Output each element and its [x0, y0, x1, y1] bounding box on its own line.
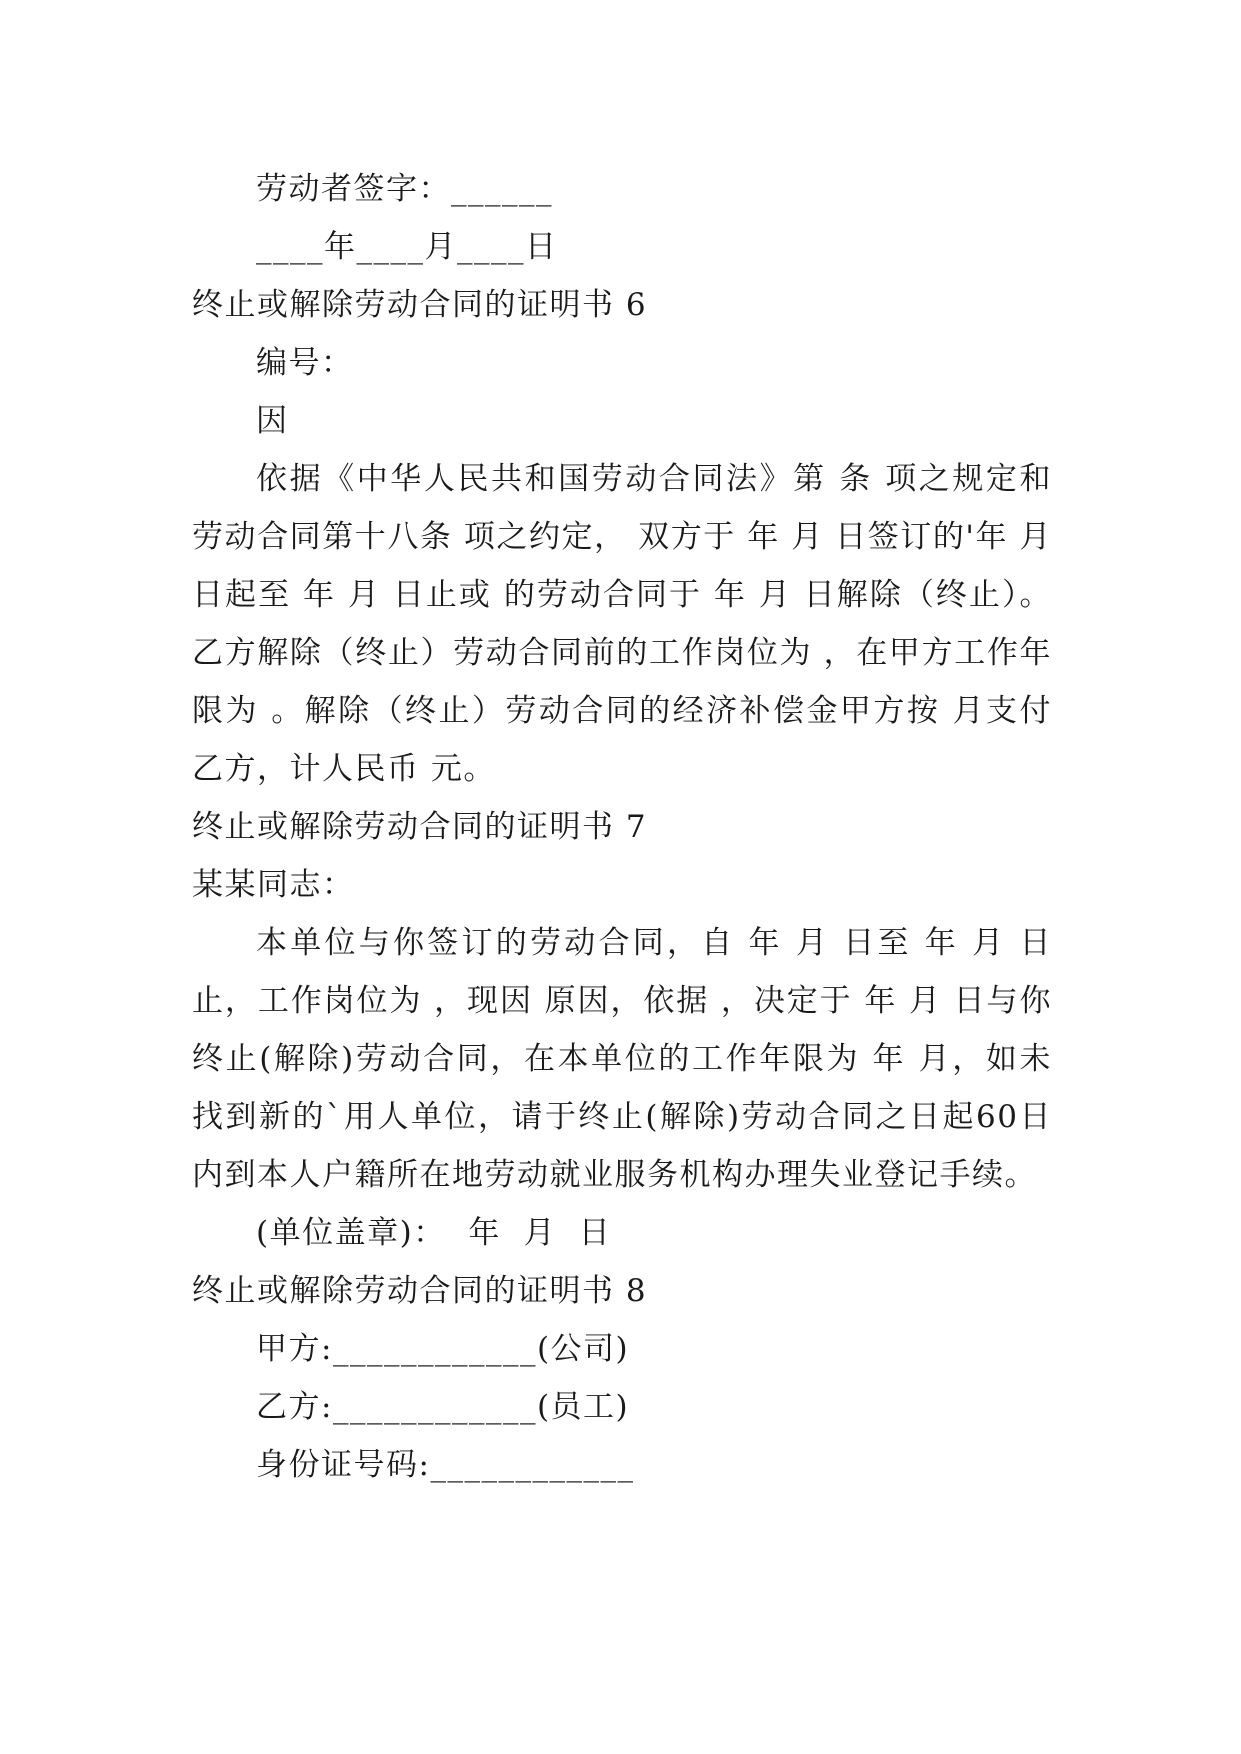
section7-title: 终止或解除劳动合同的证明书 7: [192, 809, 648, 845]
section7-salutation: 某某同志：: [192, 867, 355, 903]
section6-reason-line: 因: [256, 403, 289, 439]
section6-body: 依据《中华人民共和国劳动合同法》第 条 项之规定和劳动合同第十八条 项之约定， 双方于 年 月 日签订的'年 月 日起至 年 月 日止或 的劳动合同于 年 月 日解除（终止）。乙方解除（终止）劳动合同前的工作岗位为 ，在甲方工作年限为 。解除（终止）劳动合同的经济补偿金甲方按 月支付乙方，计人民币 元。: [192, 461, 1052, 787]
section6-title: 终止或解除劳动合同的证明书 6: [192, 287, 648, 323]
signature-line: 劳动者签字：______: [256, 171, 553, 207]
section8-id-number: 身份证号码:____________: [256, 1447, 635, 1483]
section7-body: 本单位与你签订的劳动合同，自 年 月 日至 年 月 日止，工作岗位为 ，现因 原因，依据 ，决定于 年 月 日与你终止(解除)劳动合同，在本单位的工作年限为 年 月，如未找到新的`用人单位，请于终止(解除)劳动合同之日起60日内到本人户籍所在地劳动就业服务机构办理失业登记手续。: [192, 925, 1052, 1193]
section6-number-label: 编号：: [256, 345, 354, 381]
section8-party-b: 乙方:____________(员工): [256, 1389, 630, 1425]
section8-title: 终止或解除劳动合同的证明书 8: [192, 1273, 648, 1309]
date-line: ____年____月____日: [256, 229, 558, 265]
section8-party-a: 甲方:____________(公司): [256, 1331, 630, 1367]
document-content: [192, 160, 1052, 1494]
section7-seal-line: (单位盖章)： 年 月 日: [256, 1215, 612, 1251]
